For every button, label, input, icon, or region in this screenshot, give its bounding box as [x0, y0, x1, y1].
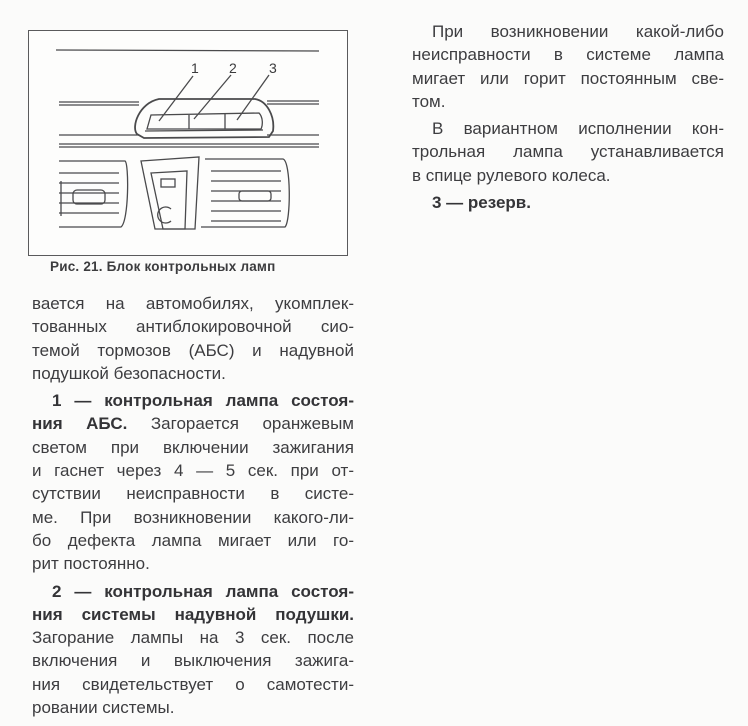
- text-line: Загорание лампы на 3 сек. после: [32, 628, 354, 648]
- item-1-heading-cont: ния АБС.: [32, 414, 128, 434]
- text-line: ме. При возникновении какого-ли-: [32, 507, 354, 527]
- text-line: тованных антиблокировочной сио-: [32, 317, 354, 337]
- paragraph-item-3-reserve: [412, 191, 724, 214]
- text-line: При возникновении какой-либо: [432, 22, 724, 41]
- text-line: [32, 412, 354, 435]
- figure-caption: Рис. 21. Блок контрольных ламп: [50, 259, 276, 274]
- paragraph-variant: [412, 117, 724, 187]
- text-inline: Загорается оранжевым: [127, 414, 354, 434]
- item-1-heading: 1 — контрольная лампа состоя-: [52, 391, 354, 411]
- text-line: неисправности в системе лампа: [412, 45, 724, 65]
- callout-1: 1: [191, 60, 199, 76]
- paragraph-item-1-abs-lamp: [32, 389, 354, 575]
- item-2-heading: 2 — контрольная лампа состоя-: [52, 581, 354, 601]
- text-line: рит постоянно.: [32, 554, 150, 574]
- callout-2: 2: [229, 60, 237, 76]
- dashboard-illustration: [29, 31, 349, 257]
- left-column: [32, 292, 354, 719]
- text-line: ния свидетельствует о самотести-: [32, 674, 354, 694]
- text-line: мигает или горит постоянным све-: [412, 68, 724, 88]
- item-3-heading: 3 — резерв.: [432, 193, 531, 213]
- text-line: трольная лампа устанавливается: [412, 142, 724, 162]
- text-line: светом при включении зажигания: [32, 437, 354, 457]
- text-line: сутствии неисправности в систе-: [32, 484, 354, 504]
- paragraph-abs-intro: [32, 292, 354, 385]
- figure-warning-lamp-block: [28, 30, 348, 256]
- text-line: ровании системы.: [32, 698, 175, 718]
- callout-3: 3: [269, 60, 277, 76]
- text-line: вается на автомобилях, укомплек-: [32, 294, 354, 313]
- text-line: том.: [412, 91, 446, 111]
- text-line: в спице рулевого колеса.: [412, 165, 611, 185]
- text-line: бо дефекта лампа мигает или го-: [32, 530, 354, 550]
- text-line: включения и выключения зажига-: [32, 651, 354, 671]
- right-column: [412, 20, 724, 214]
- text-line: и гаснет через 4 — 5 сек. при от-: [32, 461, 354, 481]
- paragraph-item-2-airbag-lamp: [32, 580, 354, 720]
- paragraph-malfunction: [412, 20, 724, 113]
- item-2-heading-cont: ния системы надувной подушки.: [32, 604, 354, 624]
- text-line: темой тормозов (АБС) и надувной: [32, 340, 354, 360]
- text-line: подушкой безопасности.: [32, 363, 226, 383]
- text-line: В вариантном исполнении кон-: [432, 119, 724, 139]
